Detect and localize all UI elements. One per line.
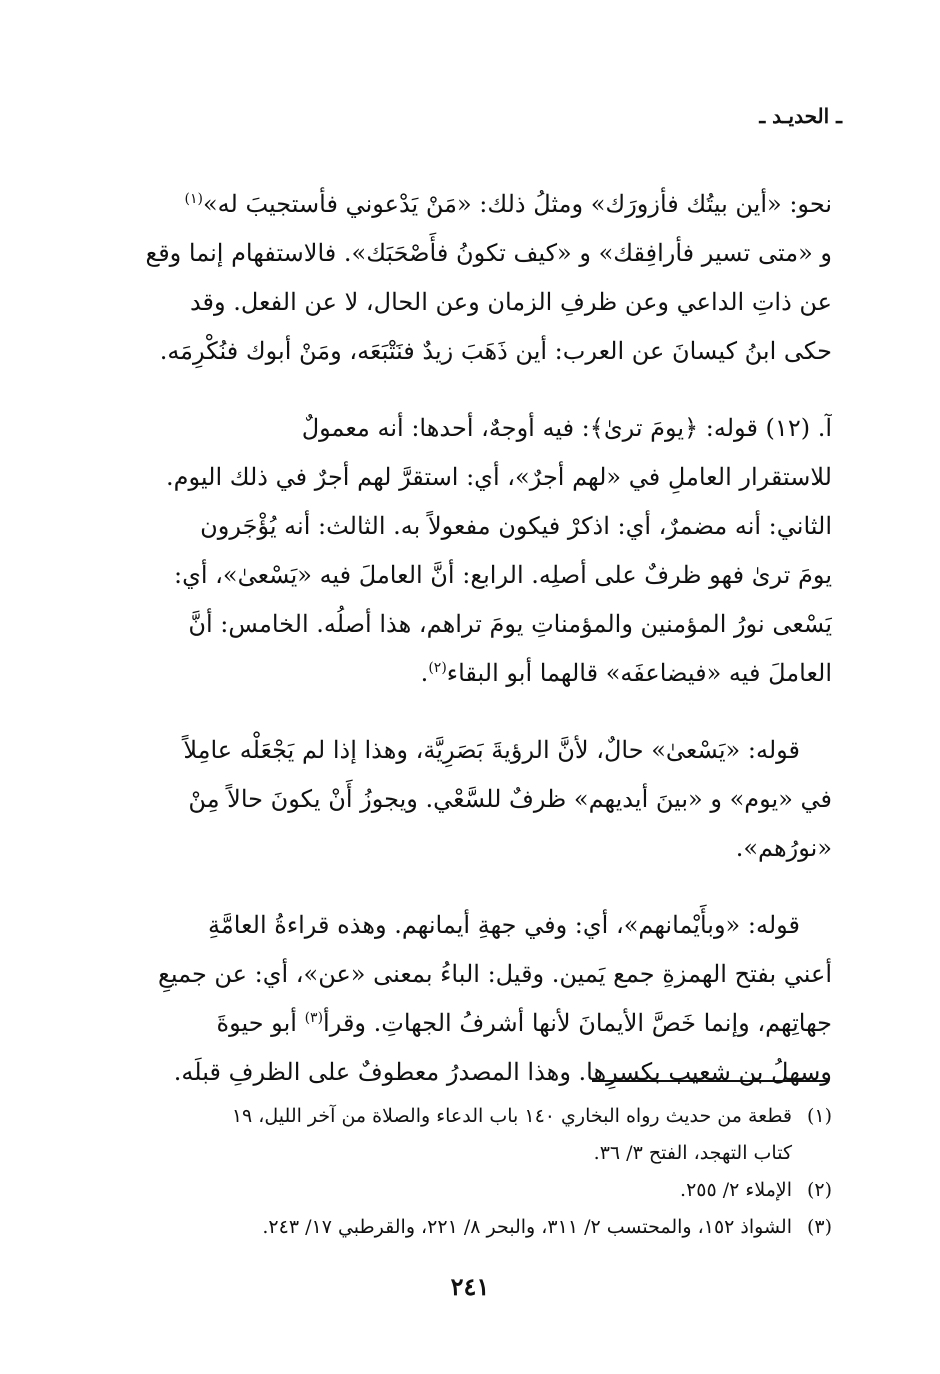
text-line: «نورُهم».	[735, 834, 832, 862]
running-header: ـ الحديـد ـ	[759, 104, 842, 128]
footnote-text: الإملاء ٢/ ٢٥٥.	[680, 1179, 792, 1201]
paragraph-1	[104, 180, 832, 376]
text-line: قوله: «وبأَيْمانهم»، أي: وفي جهةِ أيمانهم. وهذه قراءةُ العامَّةِ	[208, 911, 800, 939]
page-number: ٢٤١	[450, 1272, 490, 1301]
text-line: وسهلُ بن شعيب بكسرِها. وهذا المصدرُ معطوفٌ على الظرفِ قبلَه.	[173, 1058, 832, 1086]
paragraph-2	[104, 404, 832, 698]
body-text	[104, 180, 832, 1125]
footnotes	[104, 1098, 832, 1246]
footnote-ref-2[interactable]: (٢)	[428, 660, 447, 676]
footnote-2	[104, 1172, 832, 1209]
text-line: أعني بفتح الهمزةِ جمع يَمين. وقيل: الباءُ بمعنى «عن»، أي: عن جميعِ	[158, 960, 832, 988]
footnote-text-continued: كتاب التهجد، الفتح ٣/ ٣٦.	[593, 1142, 792, 1164]
text-line: نحو: «أين بيتُك فأزورَك» ومثلُ ذلك: «مَنْ يَدْعوني فأستجيبَ له»$^{(١)}$	[184, 190, 832, 218]
footnote-divider	[592, 1080, 828, 1082]
text-line: عن ذاتِ الداعي وعن ظرفِ الزمان وعن الحال، لا عن الفعل. وقد	[189, 288, 832, 316]
text-line: يَسْعى نورُ المؤمنين والمؤمناتِ يومَ تراهم، هذا أصلُه. الخامس: أنَّ	[188, 610, 832, 638]
text-line: قوله: «يَسْعىٰ» حالٌ، لأنَّ الرؤيةَ بَصَرِيَّة، وهذا إذا لم يَجْعَلْه عامِلاً	[183, 736, 800, 764]
paragraph-4	[104, 901, 832, 1097]
text-line: في «يوم» و «بينَ أيديهم» ظرفٌ للسَّعْي. ويجوزُ أَنْ يكونَ حالاً مِنْ	[188, 785, 832, 813]
footnote-3	[104, 1209, 832, 1246]
footnote-text: قطعة من حديث رواه البخاري ١٤٠ باب الدعاء والصلاة من آخر الليل، ١٩	[231, 1105, 792, 1127]
footnote-ref-3[interactable]: (٣)	[304, 1010, 324, 1026]
text-line: و «متى تسير فأرافِقك» و «كيف تكونُ فأَصْحَبَك». فالاستفهام إنما وقع	[145, 239, 832, 267]
footnote-text: الشواذ ١٥٢، والمحتسب ٢/ ٣١١، والبحر ٨/ ٢٢١، والقرطبي ١٧/ ٢٤٣.	[262, 1216, 792, 1238]
footnote-number: (١)	[806, 1105, 832, 1127]
text-line: جهاتِهم، وإنما خَصَّ الأيمانَ لأنها أشرفُ الجهاتِ. وقرأ$^{(٣)}$ أبو حيوةَ	[216, 1009, 832, 1037]
footnote-number: (٢)	[806, 1179, 832, 1201]
paragraph-3	[104, 726, 832, 873]
footnote-ref-1[interactable]: (١)	[184, 191, 203, 207]
text-line: آ. (١٢) قوله: ﴿يومَ ترىٰ﴾: فيه أوجهٌ، أحدها: أنه معمولٌ	[301, 414, 832, 442]
text-line: العاملَ فيه «فيضاعفَه» قالهما أبو البقاء$^{(٢)}$.	[420, 659, 832, 687]
footnote-1	[104, 1098, 832, 1172]
footnote-number: (٣)	[806, 1216, 832, 1238]
text-line: حكى ابنُ كيسانَ عن العرب: أين ذَهَبَ زيدٌ فنَتْبَعَه، ومَنْ أبوك فنُكْرِمَه.	[159, 337, 832, 365]
text-line: الثاني: أنه مضمرٌ، أي: اذكرْ فيكون مفعولاً به. الثالث: أنه يُؤْجَرون	[200, 512, 832, 540]
text-line: يومَ ترىٰ فهو ظرفٌ على أصلِه. الرابع: أنَّ العاملَ فيه «يَسْعىٰ»، أي:	[173, 561, 832, 589]
text-line: للاستقرار العاملِ في «لهم أجرٌ»، أي: استقرَّ لهم أجرٌ في ذلك اليوم.	[166, 463, 832, 491]
